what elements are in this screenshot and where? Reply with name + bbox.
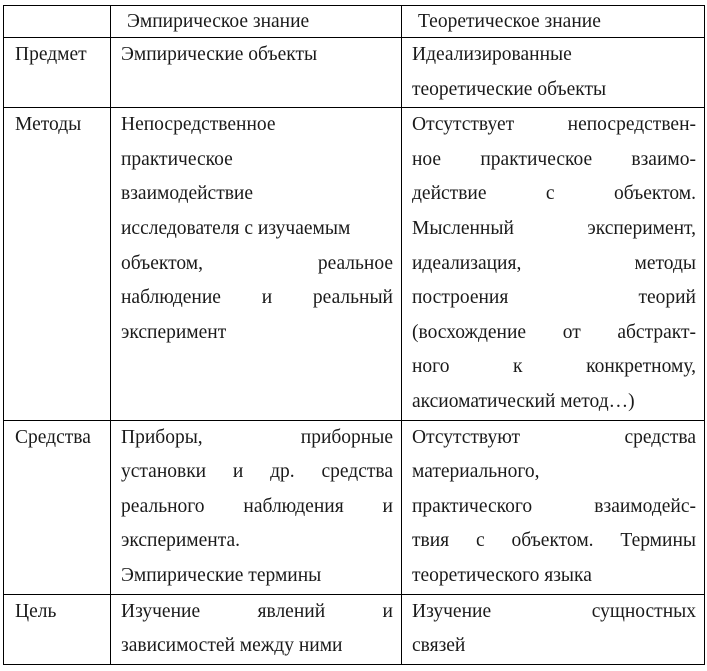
cell-line: построения теорий <box>412 287 696 309</box>
cell-line: Эмпирические термины <box>121 564 322 586</box>
cell-line: взаимодействие <box>121 183 254 205</box>
cell-line: теоретические объекты <box>412 78 607 100</box>
cell-line: Мысленный эксперимент, <box>412 217 696 239</box>
cell-line: установки и др. средства <box>121 461 393 483</box>
table-row-means <box>4 420 705 594</box>
cell-empirical-means <box>111 420 402 594</box>
cell-line: Приборы, приборные <box>121 426 393 448</box>
cell-line: реального наблюдения и <box>121 495 393 517</box>
cell-line: (восхождение от абстракт- <box>412 321 696 343</box>
cell-line: зависимостей между ними <box>121 635 343 657</box>
table-row-subject <box>4 38 705 108</box>
cell-line: аксиоматический метод…) <box>412 390 635 412</box>
table-row-goal <box>4 594 705 664</box>
header-theoretical: Теоретическое знание <box>402 6 705 38</box>
cell-line: исследователя с изучаемым <box>121 217 351 239</box>
cell-empirical-goal <box>111 594 402 664</box>
cell-theoretical-means <box>402 420 705 594</box>
row-label-goal: Цель <box>4 594 111 664</box>
cell-line: наблюдение и реальный <box>121 287 393 309</box>
cell-line: ное практическое взаимо- <box>412 148 696 170</box>
cell-line: Изучение сущностных <box>412 600 696 622</box>
cell-line: эксперимента. <box>121 530 241 552</box>
cell-line: Непосредственное <box>121 114 276 136</box>
cell-line: практическое <box>121 148 233 170</box>
comparison-table <box>3 5 705 665</box>
cell-line: практического взаимодейс- <box>412 495 696 517</box>
cell-theoretical-goal <box>402 594 705 664</box>
header-empirical: Эмпирическое знание <box>111 6 402 38</box>
table-header-row <box>4 6 705 38</box>
row-label-subject: Предмет <box>4 38 111 108</box>
cell-line: Эмпирические объекты <box>121 44 318 65</box>
cell-line: эксперимент <box>121 321 227 343</box>
cell-theoretical-subject <box>402 38 705 108</box>
cell-line: Отсутствует непосредствен- <box>412 114 696 136</box>
cell-line: Изучение явлений и <box>121 600 393 622</box>
cell-empirical-subject <box>111 38 402 108</box>
cell-empirical-methods <box>111 108 402 420</box>
cell-line: Идеализированные <box>412 44 572 65</box>
cell-line: связей <box>412 635 466 657</box>
cell-line: действие с объектом. <box>412 183 696 205</box>
header-corner-cell <box>4 6 111 38</box>
cell-line: идеализация, методы <box>412 252 696 274</box>
row-label-means: Средства <box>4 420 111 594</box>
cell-line: объектом, реальное <box>121 252 393 274</box>
cell-line: материального, <box>412 461 540 483</box>
cell-line: теоретического языка <box>412 564 592 586</box>
row-label-methods: Методы <box>4 108 111 420</box>
cell-theoretical-methods <box>402 108 705 420</box>
cell-line: твия с объектом. Термины <box>412 530 696 552</box>
cell-line: ного к конкретному, <box>412 356 696 378</box>
table-row-methods <box>4 108 705 420</box>
cell-line: Отсутствуют средства <box>412 426 696 448</box>
